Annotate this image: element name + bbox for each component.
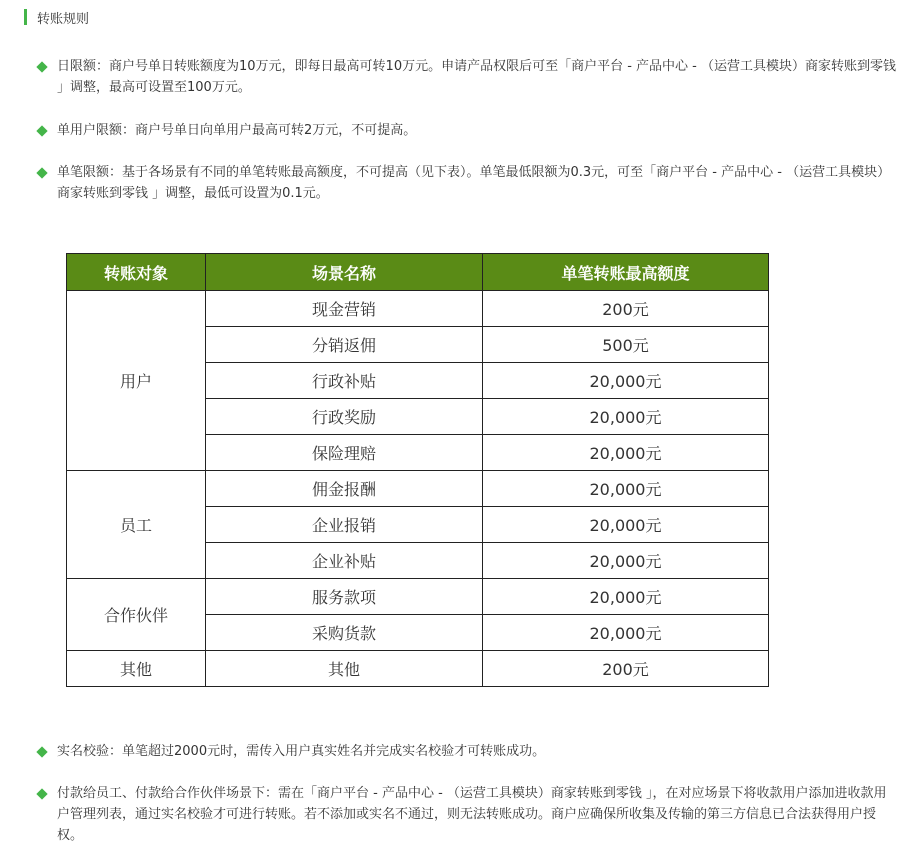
scene-cell: 佣金报酬 (206, 471, 483, 507)
limit-cell: 20,000元 (483, 471, 769, 507)
limit-cell: 200元 (483, 291, 769, 327)
target-cell: 合作伙伴 (67, 579, 206, 651)
target-cell: 用户 (67, 291, 206, 471)
limit-cell: 20,000元 (483, 363, 769, 399)
bullet-text: 单笔限额：基于各场景有不同的单笔转账最高额度，不可提高（见下表）。单笔最低限额为0.3元，可至「商户平台 - 产品中心 - （运营工具模块）商家转账到零钱 」调整，最低可设置为0.1元。 (57, 165, 891, 201)
transfer-limit-table (66, 253, 769, 687)
diamond-bullet-icon (36, 746, 47, 757)
diamond-bullet-icon (36, 167, 47, 178)
bullet-daily-limit (38, 56, 898, 98)
bullet-single-transaction-limit (38, 162, 898, 204)
scene-cell: 分销返佣 (206, 327, 483, 363)
limit-cell: 20,000元 (483, 435, 769, 471)
bullet-single-user-limit (38, 120, 898, 141)
scene-cell: 行政补贴 (206, 363, 483, 399)
limit-cell: 500元 (483, 327, 769, 363)
bullet-text: 单用户限额：商户号单日向单用户最高可转2万元，不可提高。 (57, 123, 417, 138)
bullet-text: 付款给员工、付款给合作伙伴场景下：需在「商户平台 - 产品中心 - （运营工具模块）商家转账到零钱 」，在对应场景下将收款用户添加进收款用户管理列表，通过实名校验才可进行转账。若不添加或实名不通过，则无法转账成功。商户应确保所收集及传输的第三方信息已合法获得用户授权。 (57, 786, 887, 843)
limit-cell: 20,000元 (483, 615, 769, 651)
header-scene: 场景名称 (206, 254, 483, 291)
limit-cell: 20,000元 (483, 543, 769, 579)
scene-cell: 企业报销 (206, 507, 483, 543)
limit-cell: 20,000元 (483, 579, 769, 615)
table-row (67, 579, 769, 615)
scene-cell: 采购货款 (206, 615, 483, 651)
header-limit: 单笔转账最高额度 (483, 254, 769, 291)
diamond-bullet-icon (36, 788, 47, 799)
scene-cell: 现金营销 (206, 291, 483, 327)
section-title: 转账规则 (37, 11, 90, 27)
header-target: 转账对象 (67, 254, 206, 291)
target-cell: 员工 (67, 471, 206, 579)
scene-cell: 其他 (206, 651, 483, 687)
scene-cell: 服务款项 (206, 579, 483, 615)
limit-cell: 20,000元 (483, 507, 769, 543)
table-row (67, 291, 769, 327)
bullet-real-name-check (38, 741, 898, 762)
scene-cell: 行政奖励 (206, 399, 483, 435)
target-cell: 其他 (67, 651, 206, 687)
table-row (67, 651, 769, 687)
scene-cell: 保险理赔 (206, 435, 483, 471)
bullet-text: 实名校验：单笔超过2000元时，需传入用户真实姓名并完成实名校验才可转账成功。 (57, 744, 546, 759)
table-row (67, 471, 769, 507)
bullet-text: 日限额：商户号单日转账额度为10万元，即每日最高可转10万元。申请产品权限后可至「商户平台 - 产品中心 - （运营工具模块）商家转账到零钱 」调整，最高可设置至100万元。 (57, 59, 896, 95)
diamond-bullet-icon (36, 125, 47, 136)
diamond-bullet-icon (36, 61, 47, 72)
limit-cell: 200元 (483, 651, 769, 687)
scene-cell: 企业补贴 (206, 543, 483, 579)
section-header (24, 8, 89, 26)
table-header-row (67, 254, 769, 291)
limit-cell: 20,000元 (483, 399, 769, 435)
bullet-employee-partner-payment (38, 783, 898, 846)
section-accent-bar (24, 9, 27, 25)
